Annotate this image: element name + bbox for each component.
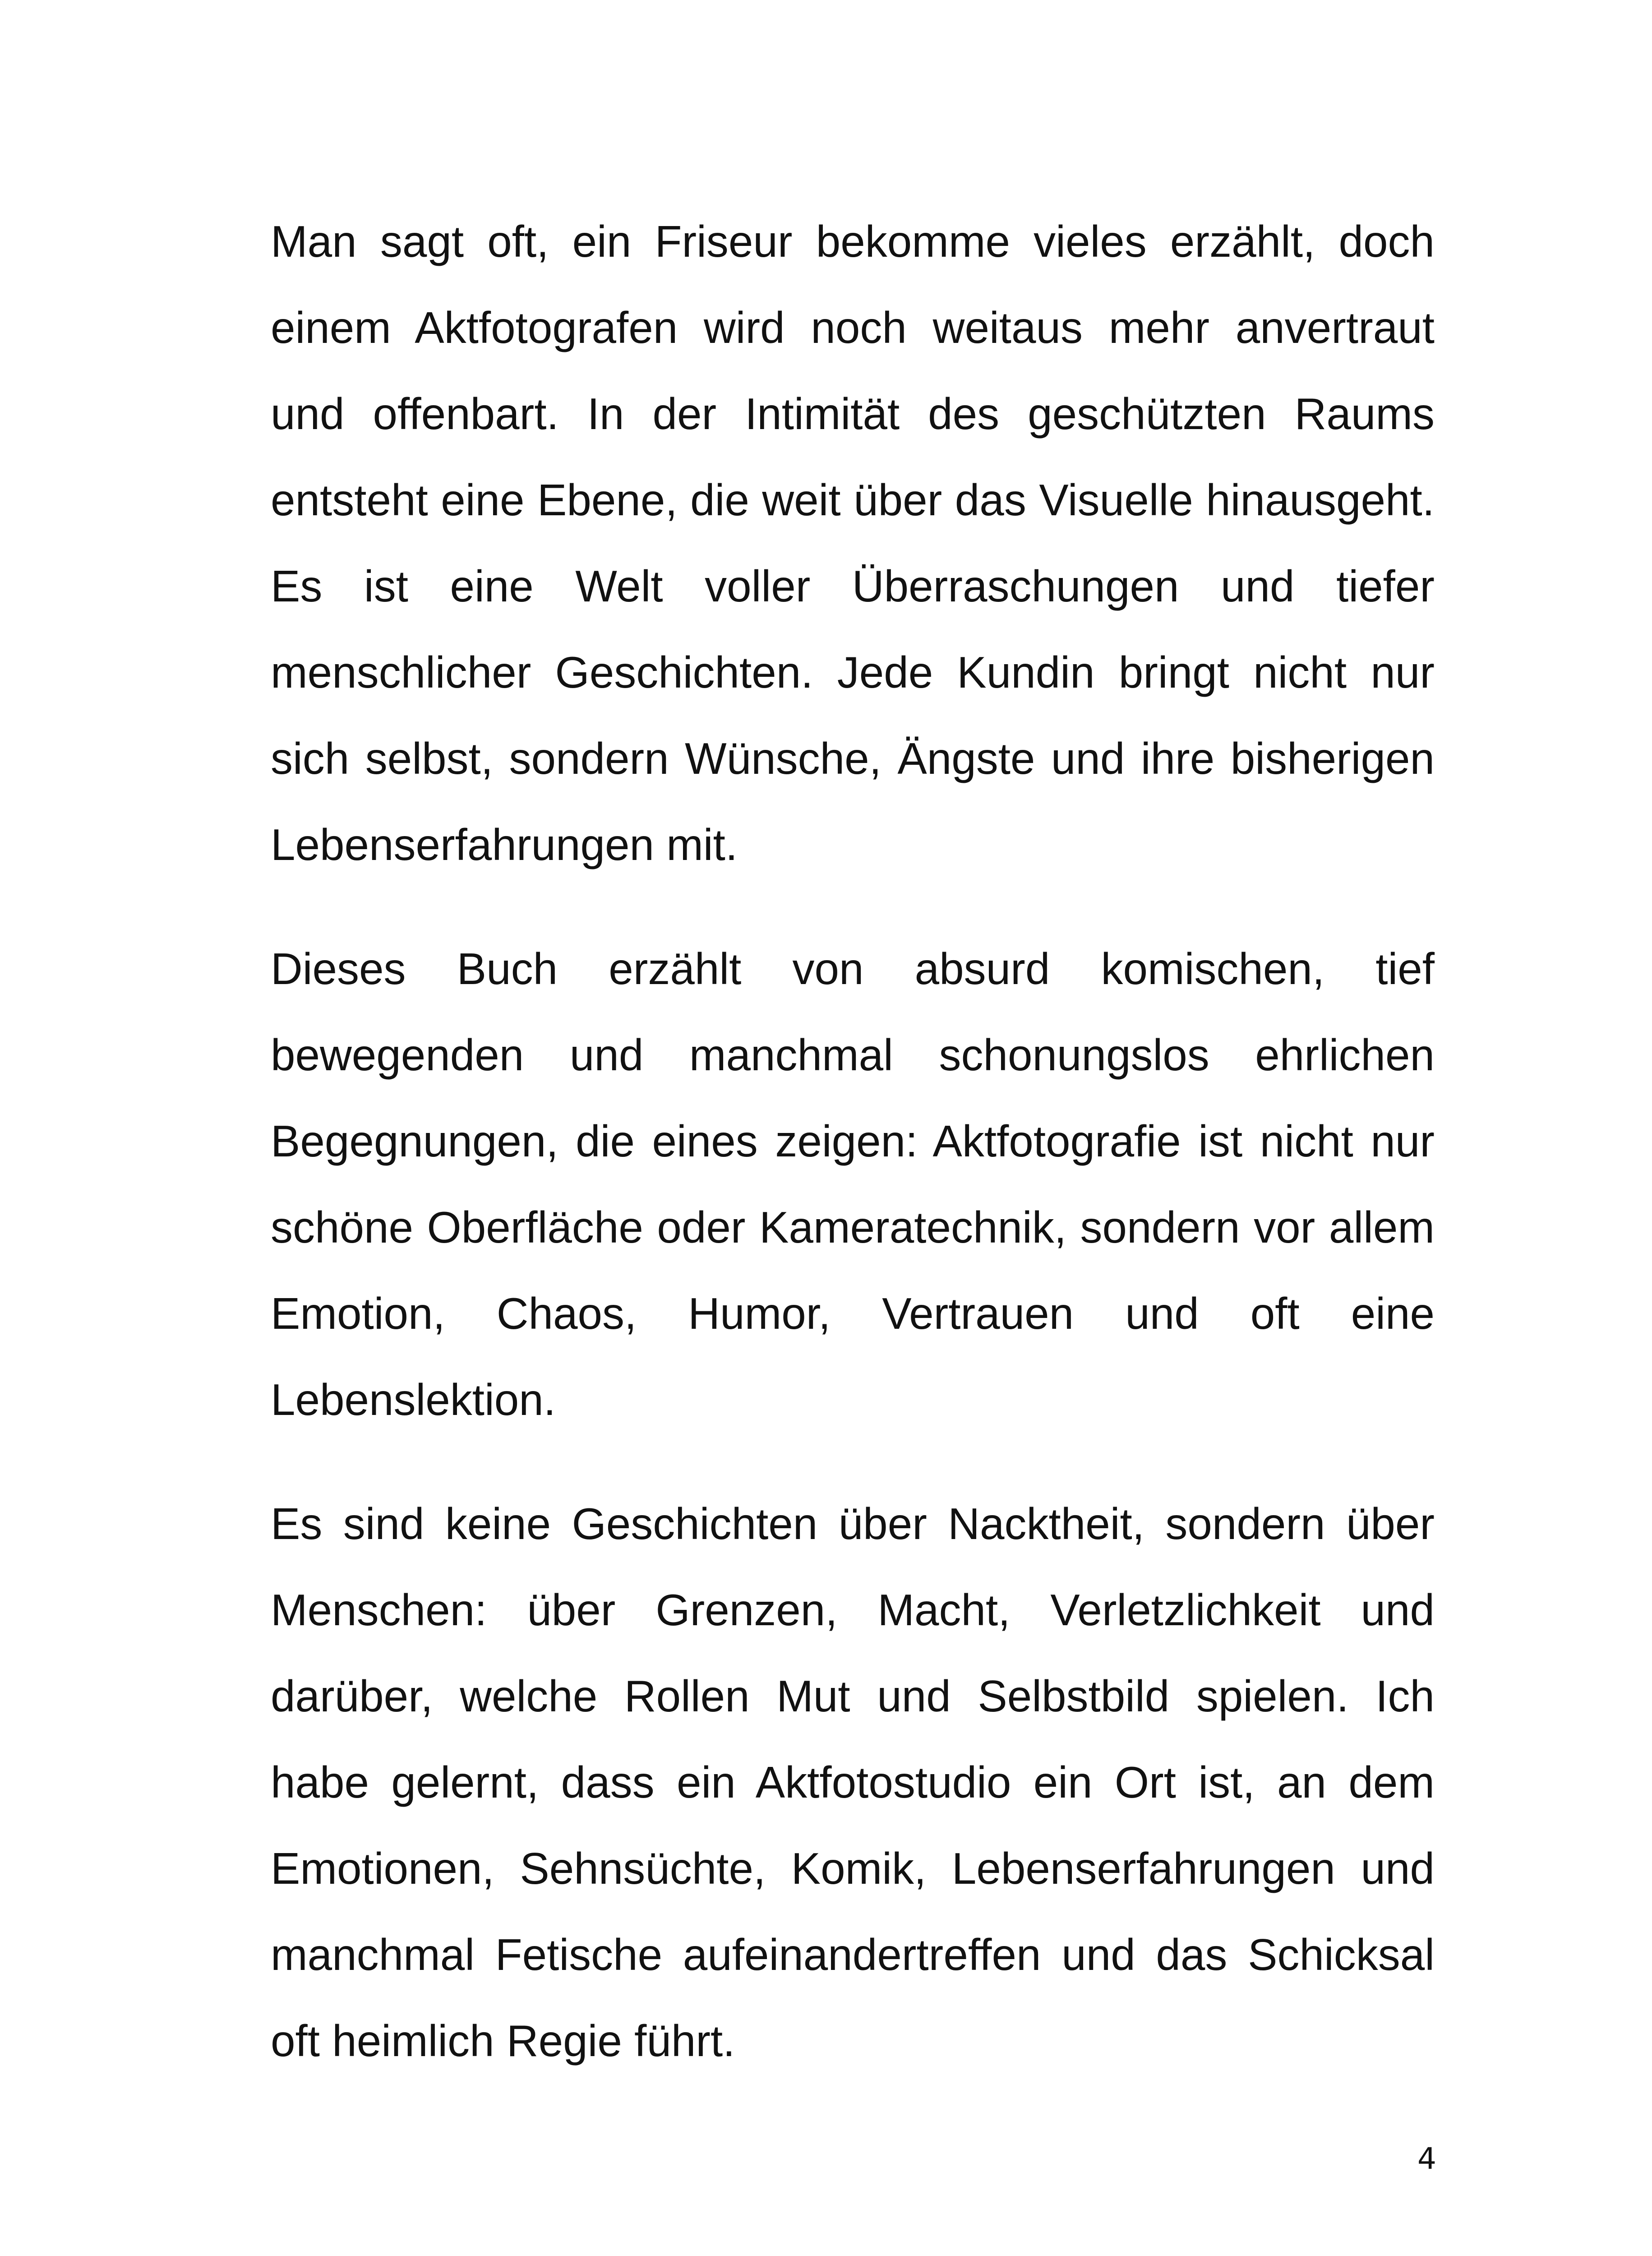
paragraph-2: Dieses Buch erzählt von absurd komischen, tief bewegenden und manchmal schonungslos ehrlichen Begegnungen, die eines zeigen: Aktfotografie ist nicht nur schöne Oberfläche oder Kameratechnik, sondern vor allem Emotion, Chaos, Humor, Vertrauen und oft eine Lebenslektion. (271, 944, 1435, 1424)
paragraph-1: Man sagt oft, ein Friseur bekomme vieles erzählt, doch einem Aktfotografen wird noch weitaus mehr anvertraut und offenbart. In der Intimität des geschützten Raums entsteht eine Ebene, die weit über das Visuelle hinausgeht. Es ist eine Welt voller Überraschungen und tiefer menschlicher Geschichten. Jede Kundin bringt nicht nur sich selbst, sondern Wünsche, Ängste und ihre bisherigen Lebenserfahrungen mit. (271, 217, 1435, 869)
page-number: 4 (1417, 2141, 1436, 2176)
paragraph-3: Es sind keine Geschichten über Nacktheit, sondern über Menschen: über Grenzen, Macht, Verletzlichkeit und darüber, welche Rollen Mut und Selbstbild spielen. Ich habe gelernt, dass ein Aktfotostudio ein Ort ist, an dem Emotionen, Sehnsüchte, Komik, Lebenserfahrungen und manchmal Fetische aufeinandertreffen und das Schicksal oft heimlich Regie führt. (271, 1499, 1435, 2066)
body-text (271, 199, 1435, 2084)
